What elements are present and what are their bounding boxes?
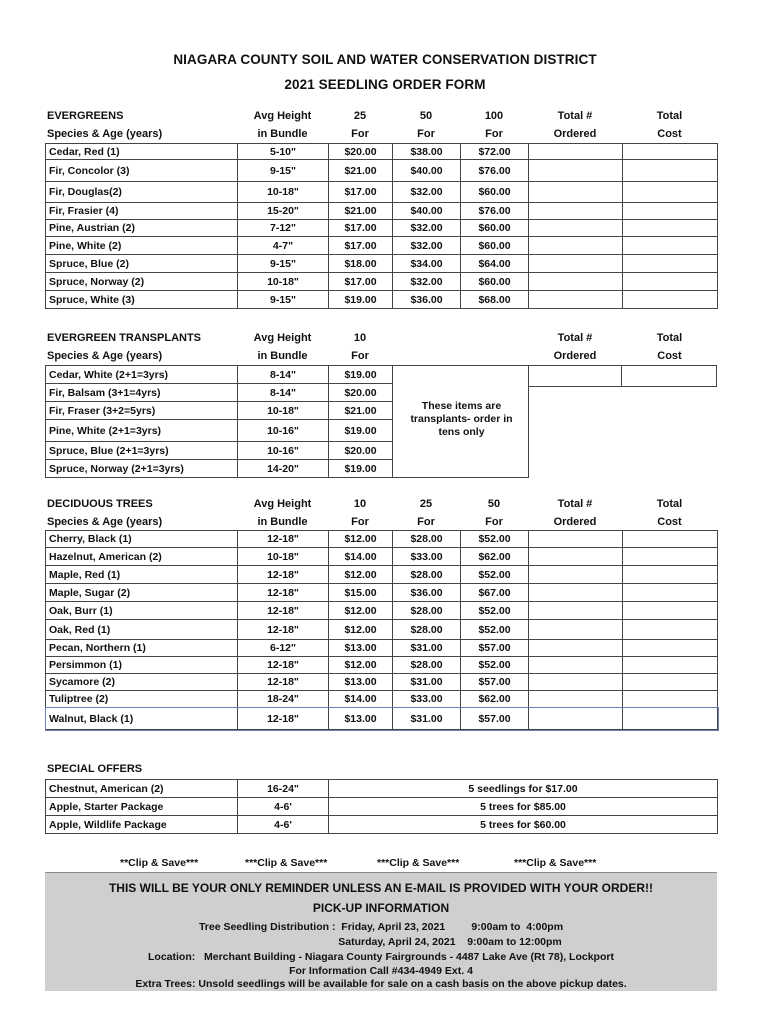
cost-input[interactable] — [623, 620, 718, 640]
clip-save-label: **Clip & Save*** — [120, 857, 199, 869]
price-qty-1: $17.00 — [329, 182, 393, 203]
cost-input[interactable] — [623, 255, 718, 273]
height-header: Avg Height — [253, 498, 312, 510]
offer-text: 5 trees for $60.00 — [329, 816, 718, 834]
price-qty-2: $28.00 — [393, 602, 461, 620]
note-line: tens only — [438, 426, 485, 438]
section-title: EVERGREENS — [47, 110, 124, 122]
cost-input[interactable] — [623, 220, 718, 237]
ordered-input[interactable] — [528, 366, 621, 386]
info-line: For Information Call #434-4949 Ext. 4 — [289, 965, 473, 977]
species-name: Spruce, Blue (2) — [46, 255, 238, 273]
ordered-input[interactable] — [529, 220, 623, 237]
location-line: Location: Merchant Building - Niagara County Fairgrounds - 4487 Lake Ave (Rt 78), Lockport — [148, 951, 614, 963]
price-qty-2: $40.00 — [393, 160, 461, 182]
clip-save-label: ***Clip & Save*** — [514, 857, 597, 869]
table-row — [46, 780, 718, 798]
avg-height: 12-18" — [238, 657, 329, 674]
ordered-input[interactable] — [529, 255, 623, 273]
price-qty-2: $32.00 — [393, 237, 461, 255]
pickup-info-box — [45, 872, 717, 991]
species-name: Oak, Red (1) — [46, 620, 238, 640]
cost-input[interactable] — [623, 674, 718, 691]
species-name: Cherry, Black (1) — [46, 531, 238, 548]
avg-height: 12-18" — [238, 602, 329, 620]
species-name: Persimmon (1) — [46, 657, 238, 674]
avg-height: 4-6' — [238, 798, 329, 816]
price-qty-3: $76.00 — [461, 203, 529, 220]
price-qty-3: $60.00 — [461, 237, 529, 255]
cost-input[interactable] — [623, 584, 718, 602]
price-qty-3: $52.00 — [461, 620, 529, 640]
ordered-input[interactable] — [529, 584, 623, 602]
pickup-heading: PICK-UP INFORMATION — [312, 901, 450, 915]
extra-trees-line: Extra Trees: Unsold seedlings will be available for sale on a cash basis on the above pickup dates. — [135, 978, 627, 990]
for-label: For — [417, 516, 435, 528]
species-name: Sycamore (2) — [46, 674, 238, 691]
price-qty-1: $19.00 — [329, 291, 393, 309]
table-row — [46, 708, 718, 730]
species-name: Fir, Douglas(2) — [46, 182, 238, 203]
height-subheader: in Bundle — [257, 350, 308, 362]
avg-height: 4-7" — [238, 237, 329, 255]
table-row — [46, 620, 718, 640]
ordered-input[interactable] — [529, 273, 623, 291]
species-name: Spruce, Norway (2) — [46, 273, 238, 291]
height-subheader: in Bundle — [257, 516, 308, 528]
height-subheader: in Bundle — [257, 128, 308, 140]
ordered-input[interactable] — [529, 602, 623, 620]
species-name: Cedar, White (2+1=3yrs) — [46, 366, 238, 384]
species-name: Pine, White (2) — [46, 237, 238, 255]
species-name: Maple, Red (1) — [46, 566, 238, 584]
species-label: Species & Age (years) — [47, 350, 163, 362]
species-name: Walnut, Black (1) — [46, 708, 238, 730]
distribution-line-2: Saturday, April 24, 2021 9:00am to 12:00pm — [338, 936, 562, 948]
price-qty-3: $52.00 — [461, 566, 529, 584]
species-name: Spruce, White (3) — [46, 291, 238, 309]
species-name: Spruce, Norway (2+1=3yrs) — [46, 460, 238, 478]
price-qty-1: $21.00 — [329, 402, 393, 420]
price-qty-1: $14.00 — [329, 548, 393, 566]
price-qty-1: $19.00 — [329, 366, 393, 384]
form-title: 2021 SEEDLING ORDER FORM — [284, 77, 486, 92]
species-name: Apple, Wildlife Package — [46, 816, 238, 834]
price-qty-1: $21.00 — [329, 160, 393, 182]
ordered-input[interactable] — [529, 640, 623, 657]
avg-height: 18-24" — [238, 691, 329, 708]
qty-header-1: 10 — [353, 498, 367, 510]
for-label: For — [485, 128, 503, 140]
price-qty-1: $17.00 — [329, 273, 393, 291]
avg-height: 10-18" — [238, 402, 329, 420]
ordered-input[interactable] — [529, 708, 623, 730]
ordered-input[interactable] — [529, 291, 623, 309]
section-title: DECIDUOUS TREES — [47, 498, 153, 510]
cost-input[interactable] — [622, 366, 716, 386]
height-header: Avg Height — [253, 110, 312, 122]
price-qty-2: $31.00 — [393, 640, 461, 657]
cost-subheader: Cost — [657, 516, 682, 528]
ordered-subheader: Ordered — [553, 516, 597, 528]
price-qty-3: $72.00 — [461, 144, 529, 160]
price-qty-1: $20.00 — [329, 442, 393, 460]
avg-height: 16-24" — [238, 780, 329, 798]
price-qty-1: $12.00 — [329, 566, 393, 584]
cost-input[interactable] — [623, 531, 718, 548]
price-qty-1: $15.00 — [329, 584, 393, 602]
evergreens-table — [45, 143, 718, 309]
avg-height: 10-18" — [238, 548, 329, 566]
price-qty-3: $60.00 — [461, 273, 529, 291]
species-name: Maple, Sugar (2) — [46, 584, 238, 602]
species-label: Species & Age (years) — [47, 128, 163, 140]
ordered-input[interactable] — [529, 674, 623, 691]
qty-header-2: 25 — [419, 498, 433, 510]
price-qty-2: $34.00 — [393, 255, 461, 273]
price-qty-2: $28.00 — [393, 531, 461, 548]
cost-header: Total — [656, 332, 683, 344]
avg-height: 15-20" — [238, 203, 329, 220]
table-row — [46, 273, 718, 291]
species-name: Fir, Concolor (3) — [46, 160, 238, 182]
species-name: Oak, Burr (1) — [46, 602, 238, 620]
price-qty-3: $52.00 — [461, 602, 529, 620]
avg-height: 5-10" — [238, 144, 329, 160]
table-row — [46, 203, 718, 220]
cost-input[interactable] — [623, 566, 718, 584]
price-qty-1: $20.00 — [329, 384, 393, 402]
avg-height: 10-16" — [238, 420, 329, 442]
table-row — [46, 640, 718, 657]
species-name: Fir, Fraser (3+2=5yrs) — [46, 402, 238, 420]
price-qty-3: $57.00 — [461, 674, 529, 691]
ordered-input[interactable] — [529, 657, 623, 674]
cost-input[interactable] — [623, 182, 718, 203]
table-row — [46, 691, 718, 708]
avg-height: 12-18" — [238, 674, 329, 691]
table-row — [46, 237, 718, 255]
avg-height: 14-20" — [238, 460, 329, 478]
ordered-input[interactable] — [529, 566, 623, 584]
offer-text: 5 seedlings for $17.00 — [329, 780, 718, 798]
table-row — [46, 255, 718, 273]
table-row — [46, 531, 718, 548]
ordered-subheader: Ordered — [553, 350, 597, 362]
species-name: Spruce, Blue (2+1=3yrs) — [46, 442, 238, 460]
species-name: Fir, Frasier (4) — [46, 203, 238, 220]
cost-input[interactable] — [623, 548, 718, 566]
price-qty-1: $13.00 — [329, 640, 393, 657]
for-label: For — [351, 516, 369, 528]
offer-text: 5 trees for $85.00 — [329, 798, 718, 816]
table-row — [46, 182, 718, 203]
avg-height: 12-18" — [238, 584, 329, 602]
ordered-input[interactable] — [529, 203, 623, 220]
qty-header-3: 100 — [484, 110, 504, 122]
avg-height: 7-12" — [238, 220, 329, 237]
section-title: EVERGREEN TRANSPLANTS — [47, 332, 202, 344]
price-qty-3: $60.00 — [461, 182, 529, 203]
price-qty-3: $62.00 — [461, 548, 529, 566]
avg-height: 8-14" — [238, 366, 329, 384]
cost-input[interactable] — [623, 144, 718, 160]
ordered-input[interactable] — [529, 531, 623, 548]
avg-height: 6-12" — [238, 640, 329, 657]
org-title: NIAGARA COUNTY SOIL AND WATER CONSERVATION DISTRICT — [173, 52, 597, 67]
clip-save-label: ***Clip & Save*** — [245, 857, 328, 869]
price-qty-3: $52.00 — [461, 657, 529, 674]
price-qty-2: $32.00 — [393, 182, 461, 203]
price-qty-1: $19.00 — [329, 420, 393, 442]
price-qty-1: $18.00 — [329, 255, 393, 273]
avg-height: 10-16" — [238, 442, 329, 460]
table-row — [46, 366, 529, 384]
ordered-header: Total # — [557, 110, 593, 122]
table-row — [46, 674, 718, 691]
ordered-input[interactable] — [529, 182, 623, 203]
price-qty-1: $12.00 — [329, 620, 393, 640]
price-qty-1: $19.00 — [329, 460, 393, 478]
price-qty-2: $33.00 — [393, 691, 461, 708]
distribution-line-1: Tree Seedling Distribution : Friday, April 23, 2021 9:00am to 4:00pm — [198, 921, 564, 933]
avg-height: 12-18" — [238, 708, 329, 730]
table-row — [46, 798, 718, 816]
cost-header: Total — [656, 110, 683, 122]
species-name: Pine, Austrian (2) — [46, 220, 238, 237]
table-row — [46, 584, 718, 602]
ordered-input[interactable] — [529, 691, 623, 708]
note-line: transplants- order in — [410, 413, 513, 425]
price-qty-2: $36.00 — [393, 584, 461, 602]
qty-header-2: 50 — [419, 110, 433, 122]
avg-height: 12-18" — [238, 620, 329, 640]
section-title: SPECIAL OFFERS — [47, 763, 143, 775]
price-qty-2: $32.00 — [393, 273, 461, 291]
price-qty-2: $31.00 — [393, 708, 461, 730]
table-row — [46, 602, 718, 620]
avg-height: 10-18" — [238, 273, 329, 291]
qty-header-1: 25 — [353, 110, 367, 122]
species-name: Pecan, Northern (1) — [46, 640, 238, 657]
cost-input[interactable] — [623, 691, 718, 708]
table-row — [46, 291, 718, 309]
ordered-header: Total # — [557, 332, 593, 344]
species-name: Chestnut, American (2) — [46, 780, 238, 798]
avg-height: 9-15" — [238, 255, 329, 273]
avg-height: 4-6' — [238, 816, 329, 834]
qty-header-1: 10 — [353, 332, 367, 344]
price-qty-2: $38.00 — [393, 144, 461, 160]
table-row — [46, 657, 718, 674]
price-qty-3: $60.00 — [461, 220, 529, 237]
cost-input[interactable] — [623, 602, 718, 620]
ordered-input[interactable] — [529, 620, 623, 640]
price-qty-3: $76.00 — [461, 160, 529, 182]
avg-height: 12-18" — [238, 531, 329, 548]
price-qty-3: $67.00 — [461, 584, 529, 602]
species-name: Tuliptree (2) — [46, 691, 238, 708]
price-qty-2: $28.00 — [393, 620, 461, 640]
ordered-input[interactable] — [529, 237, 623, 255]
price-qty-3: $64.00 — [461, 255, 529, 273]
price-qty-1: $12.00 — [329, 531, 393, 548]
table-row — [46, 816, 718, 834]
price-qty-2: $32.00 — [393, 220, 461, 237]
price-qty-1: $13.00 — [329, 708, 393, 730]
avg-height: 9-15" — [238, 291, 329, 309]
deciduous-table — [45, 530, 718, 730]
table-row — [46, 548, 718, 566]
price-qty-2: $31.00 — [393, 674, 461, 691]
price-qty-3: $62.00 — [461, 691, 529, 708]
species-label: Species & Age (years) — [47, 516, 163, 528]
price-qty-1: $12.00 — [329, 657, 393, 674]
price-qty-1: $13.00 — [329, 674, 393, 691]
table-row — [46, 144, 718, 160]
price-qty-3: $57.00 — [461, 708, 529, 730]
price-qty-3: $52.00 — [461, 531, 529, 548]
price-qty-1: $20.00 — [329, 144, 393, 160]
special-table — [45, 779, 718, 834]
price-qty-2: $36.00 — [393, 291, 461, 309]
cost-input[interactable] — [623, 640, 718, 657]
cost-subheader: Cost — [657, 350, 682, 362]
cost-input[interactable] — [623, 237, 718, 255]
avg-height: 12-18" — [238, 566, 329, 584]
price-qty-1: $14.00 — [329, 691, 393, 708]
price-qty-3: $68.00 — [461, 291, 529, 309]
cost-input[interactable] — [623, 708, 718, 730]
cost-input[interactable] — [623, 657, 718, 674]
cost-subheader: Cost — [657, 128, 682, 140]
price-qty-2: $28.00 — [393, 566, 461, 584]
table-row — [46, 566, 718, 584]
species-name: Fir, Balsam (3+1=4yrs) — [46, 384, 238, 402]
ordered-input[interactable] — [529, 548, 623, 566]
price-qty-3: $57.00 — [461, 640, 529, 657]
price-qty-2: $40.00 — [393, 203, 461, 220]
avg-height: 8-14" — [238, 384, 329, 402]
cost-input[interactable] — [623, 203, 718, 220]
clip-save-label: ***Clip & Save*** — [377, 857, 460, 869]
for-label: For — [417, 128, 435, 140]
for-label: For — [351, 350, 369, 362]
table-row — [46, 160, 718, 182]
transplant-order-boxes — [528, 365, 717, 387]
price-qty-1: $17.00 — [329, 220, 393, 237]
price-qty-2: $33.00 — [393, 548, 461, 566]
note-line: These items are — [421, 400, 502, 412]
ordered-subheader: Ordered — [553, 128, 597, 140]
cost-input[interactable] — [623, 160, 718, 182]
species-name: Apple, Starter Package — [46, 798, 238, 816]
for-label: For — [351, 128, 369, 140]
height-header: Avg Height — [253, 332, 312, 344]
price-qty-1: $12.00 — [329, 602, 393, 620]
cost-input[interactable] — [623, 291, 718, 309]
price-qty-2: $28.00 — [393, 657, 461, 674]
species-name: Pine, White (2+1=3yrs) — [46, 420, 238, 442]
avg-height: 9-15" — [238, 160, 329, 182]
ordered-header: Total # — [557, 498, 593, 510]
qty-header-3: 50 — [487, 498, 501, 510]
species-name: Hazelnut, American (2) — [46, 548, 238, 566]
reminder-text: THIS WILL BE YOUR ONLY REMINDER UNLESS AN E-MAIL IS PROVIDED WITH YOUR ORDER!! — [108, 881, 654, 895]
species-name: Cedar, Red (1) — [46, 144, 238, 160]
price-qty-1: $21.00 — [329, 203, 393, 220]
cost-header: Total — [656, 498, 683, 510]
for-label: For — [485, 516, 503, 528]
cost-input[interactable] — [623, 273, 718, 291]
ordered-input[interactable] — [529, 160, 623, 182]
price-qty-1: $17.00 — [329, 237, 393, 255]
avg-height: 10-18" — [238, 182, 329, 203]
table-row — [46, 220, 718, 237]
transplant-note — [395, 400, 528, 439]
ordered-input[interactable] — [529, 144, 623, 160]
